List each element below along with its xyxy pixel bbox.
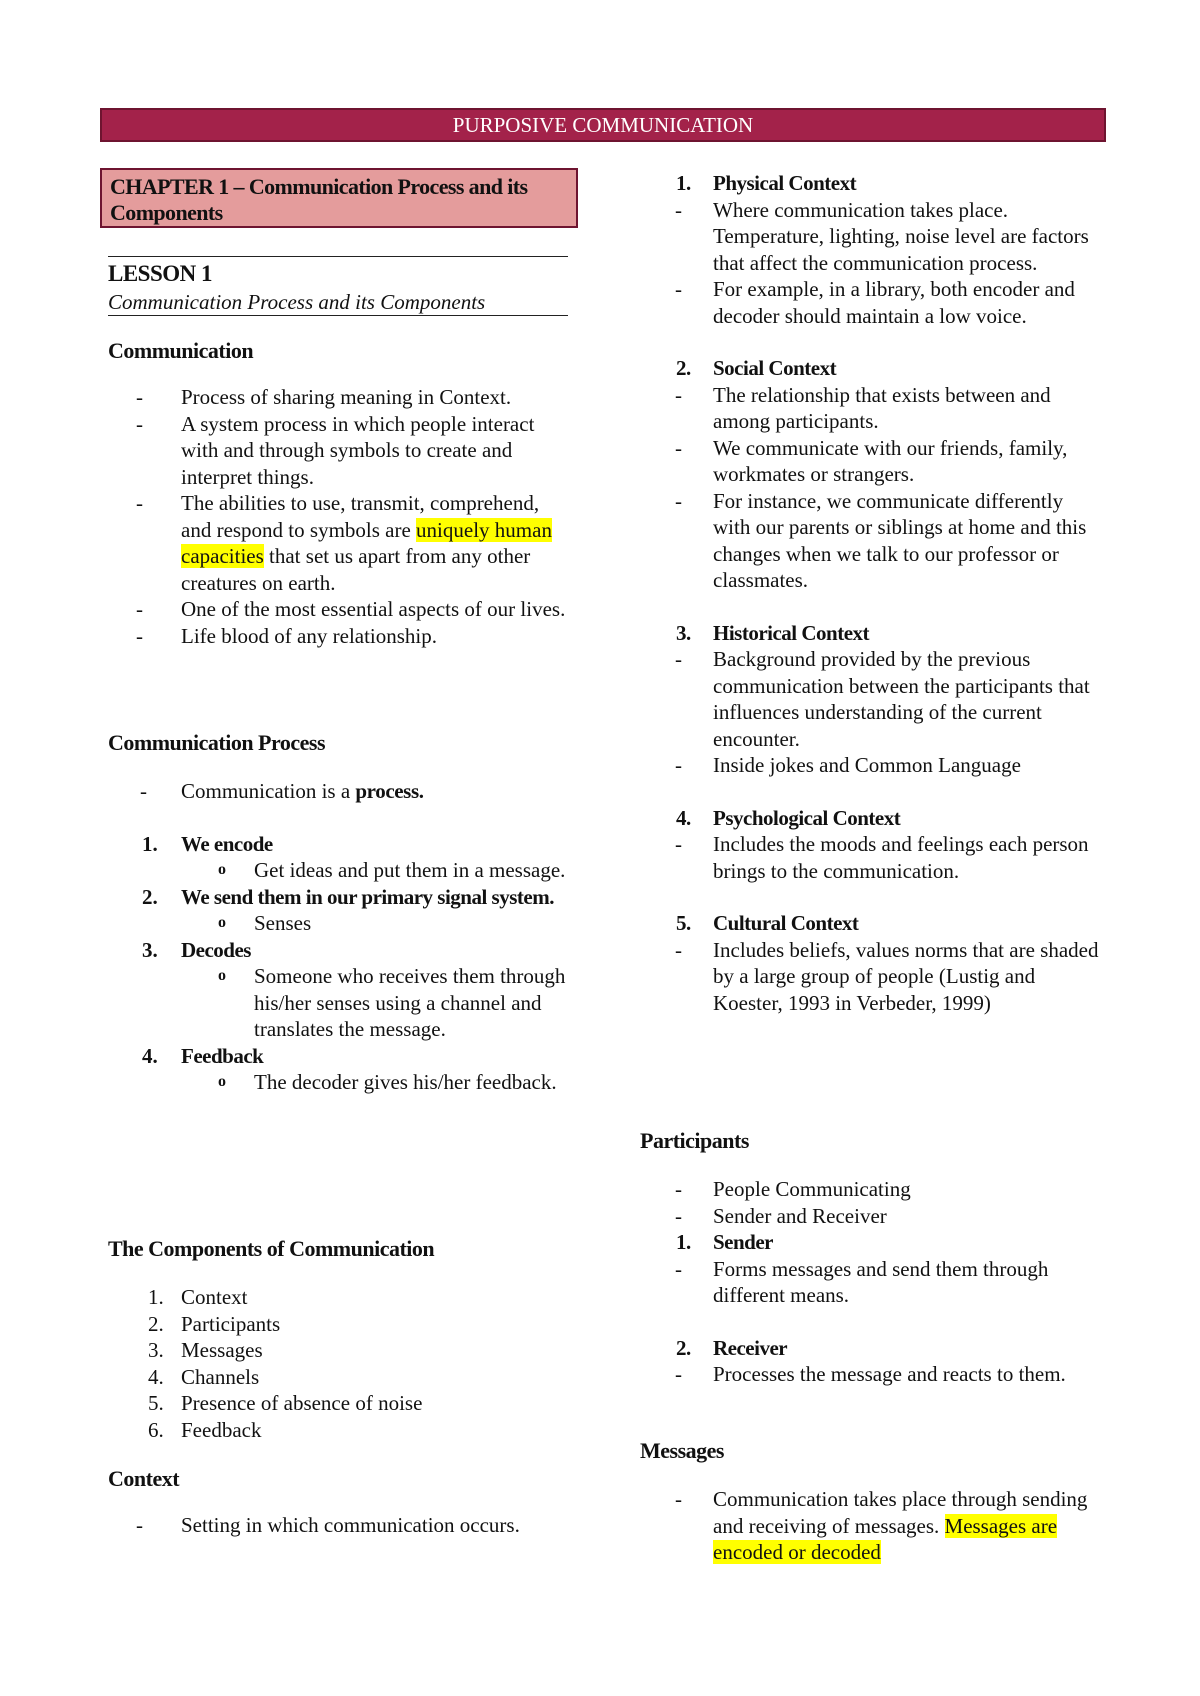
list-item: 5. Presence of absence of noise	[148, 1391, 423, 1415]
participant-role-title: 1. Sender	[676, 1230, 773, 1254]
list-item: 6. Feedback	[148, 1417, 262, 1442]
list-item: - Background provided by the previous communication between the participants that influences understanding of the current encounter.	[675, 647, 1090, 751]
list-item: - Includes the moods and feelings each person brings to the communication.	[675, 832, 1089, 883]
process-substep: o Someone who receives them through his/her senses using a channel and translates the message.	[218, 964, 566, 1041]
context-type-title: 1. Physical Context	[676, 171, 857, 195]
list-item: - People Communicating	[675, 1177, 911, 1201]
course-banner: PURPOSIVE COMMUNICATION	[100, 108, 1106, 142]
context-type-title: 5. Cultural Context	[676, 911, 859, 935]
lesson-subtitle: Communication Process and its Components	[108, 290, 486, 314]
list-item: - Sender and Receiver	[675, 1203, 887, 1228]
list-item: - Processes the message and reacts to them.	[675, 1362, 1066, 1386]
list-item: 3. Messages	[148, 1338, 263, 1362]
list-item: - Where communication takes place. Temperature, lighting, noise level are factors that affect the communication process.	[675, 197, 1089, 275]
list-item: - Setting in which communication occurs.	[136, 1513, 520, 1537]
list-item: - Inside jokes and Common Language	[675, 753, 1021, 777]
highlighted-text: Messages are encoded or decoded	[713, 1513, 1058, 1564]
list-item: 1. Context	[148, 1285, 248, 1309]
process-heading: Communication Process	[108, 730, 326, 755]
lesson-title: LESSON 1	[108, 261, 213, 286]
context-list	[108, 1512, 568, 1539]
participant-role-title: 2. Receiver	[676, 1335, 788, 1360]
list-item: 4. Channels	[148, 1364, 260, 1389]
process-step: 3. Decodes	[142, 937, 251, 962]
chapter-title: CHAPTER 1 – Communication Process and its Components	[100, 168, 578, 228]
communication-list	[108, 384, 568, 649]
context-type-title: 3. Historical Context	[676, 620, 870, 645]
list-item: - For instance, we communicate differently with our parents or siblings at home and this changes when we talk to our professor or classmates.	[675, 488, 1087, 592]
process-step: 1. We encode	[142, 831, 273, 856]
list-item: - A system process in which people interact with and through symbols to create and interpret things.	[136, 411, 535, 489]
context-type-title: 2. Social Context	[676, 356, 837, 380]
highlighted-text: uniquely human capacities	[181, 517, 552, 568]
contexts-section	[640, 170, 1105, 1016]
components-heading: The Components of Communication	[108, 1236, 435, 1261]
process-substep: o Senses	[218, 911, 312, 935]
list-item: - For example, in a library, both encoder and decoder should maintain a low voice.	[675, 277, 1075, 328]
list-item: - We communicate with our friends, family, workmates or strangers.	[675, 435, 1068, 486]
communication-heading: Communication	[108, 338, 254, 363]
process-step: 4. Feedback	[142, 1043, 264, 1068]
participants-list	[640, 1176, 1105, 1388]
list-item: - One of the most essential aspects of our lives.	[136, 597, 566, 621]
list-item: - The relationship that exists between and among participants.	[675, 382, 1051, 433]
process-list	[108, 778, 568, 1096]
context-heading: Context	[108, 1466, 180, 1491]
list-item: - The abilities to use, transmit, comprehend, and respond to symbols are uniquely human capacities that set us apart from any other creatures on earth.	[136, 491, 552, 595]
process-step: 2. We send them in our primary signal system.	[142, 884, 554, 909]
participants-heading: Participants	[640, 1128, 749, 1153]
lesson-header	[108, 256, 568, 316]
components-list	[108, 1284, 568, 1443]
process-substep: o Get ideas and put them in a message.	[218, 858, 566, 882]
list-item: - Communication is a process.	[140, 779, 424, 803]
messages-heading: Messages	[640, 1438, 724, 1463]
context-type-title: 4. Psychological Context	[676, 805, 901, 830]
list-item: - Life blood of any relationship.	[136, 623, 438, 648]
list-item: 2. Participants	[148, 1311, 281, 1336]
messages-list	[640, 1486, 1105, 1566]
list-item: - Includes beliefs, values norms that are shaded by a large group of people (Lustig and Koester, 1993 in Verbeder, 1999)	[675, 937, 1099, 1015]
list-item: - Forms messages and send them through different means.	[675, 1256, 1049, 1307]
list-item: - Process of sharing meaning in Context.	[136, 385, 512, 409]
process-substep: o The decoder gives his/her feedback.	[218, 1070, 557, 1094]
list-item: - Communication takes place through sending and receiving of messages. Messages are encoded or decoded	[675, 1487, 1088, 1564]
